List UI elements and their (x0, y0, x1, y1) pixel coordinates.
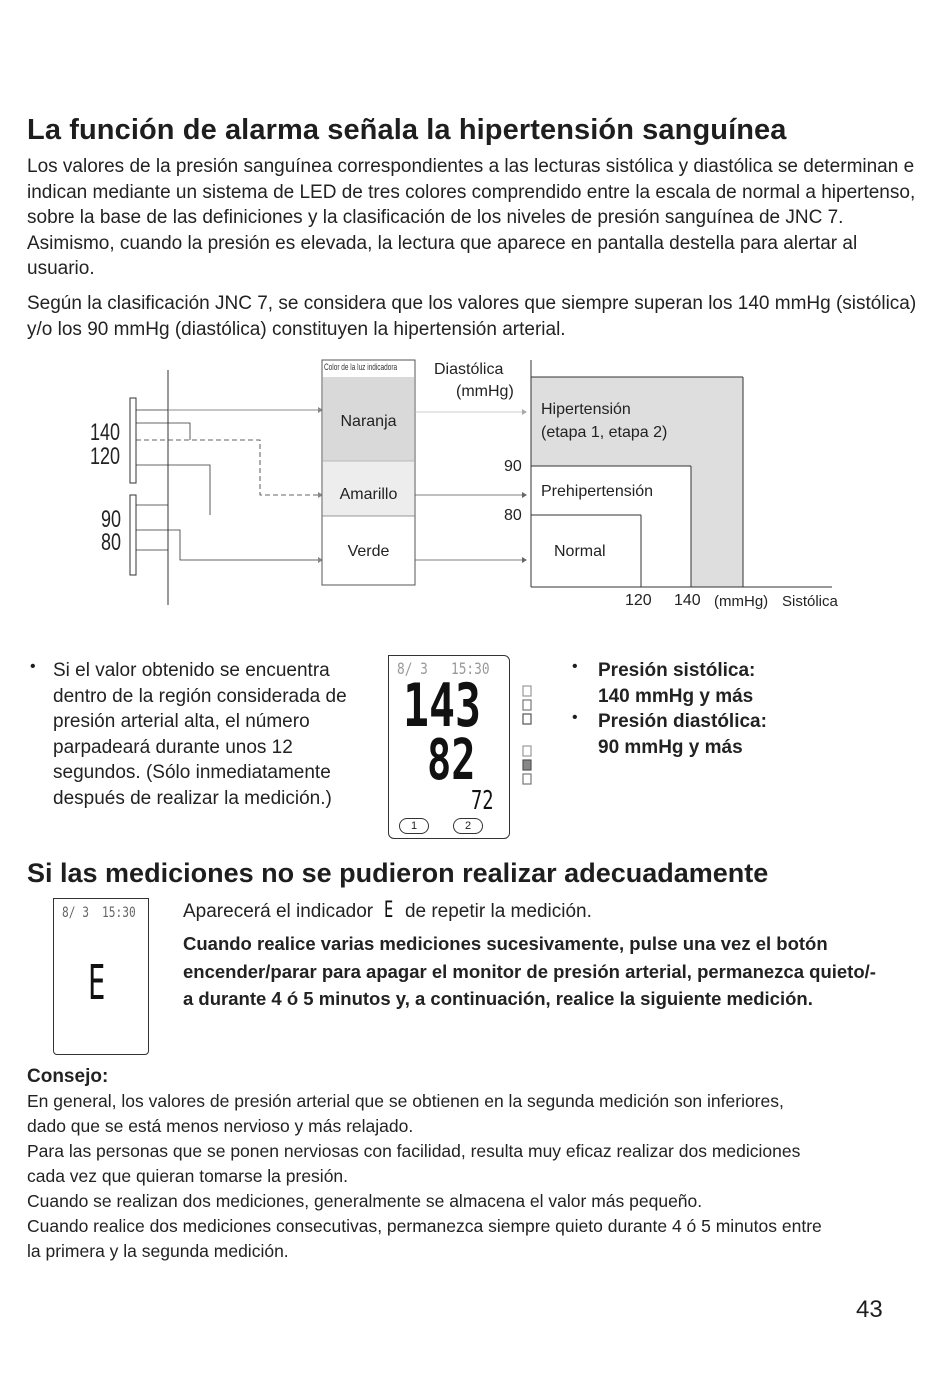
scale-80: 80 (101, 529, 122, 556)
led-indicator-icon (513, 680, 543, 790)
page-number: 43 (856, 1296, 883, 1323)
lcd-systolic: 143 (403, 671, 482, 741)
bullet-dot: • (30, 658, 36, 675)
y-tick-80: 80 (504, 507, 522, 524)
zone-normal: Normal (554, 543, 606, 560)
led-orange: Naranja (340, 413, 397, 430)
error-indicator-before: Aparecerá el indicador (183, 901, 374, 922)
error-indicator-after: de repetir la medición. (404, 901, 592, 922)
scale-90: 90 (101, 506, 122, 533)
tip-line-3: Cuando se realizan dos mediciones, generalmente se almacena el valor más pequeño. (27, 1191, 703, 1211)
led-header: Color de la luz indicadora (324, 362, 398, 372)
criteria-diastolic-label: Presión diastólica: (598, 711, 767, 732)
scale-120: 120 (90, 443, 121, 470)
error-indicator-line (183, 898, 883, 925)
led-yellow: Amarillo (339, 486, 398, 503)
criteria-item-systolic: • Presión sistólica: 140 mmHg y más (572, 658, 872, 709)
lcd-display-error (53, 898, 149, 1055)
tip-line-2: Para las personas que se ponen nerviosas con facilidad, resulta muy eficaz realizar dos mediciones cada vez que quieran tomarse la presión. (27, 1141, 801, 1186)
section-title-errors: Si las mediciones no se pudieron realizar adecuadamente (27, 858, 769, 888)
x-axis-label: Sistólica (782, 593, 838, 610)
criteria-diastolic-value: 90 mmHg y más (598, 736, 743, 758)
error-indicator-symbol: E (384, 898, 394, 923)
criteria-item-diastolic: • Presión diastólica: 90 mmHg y más (572, 709, 872, 760)
tip-line-1: En general, los valores de presión arterial que se obtienen en la segunda medición son inferiores, dado que se está menos nervioso y más relajado. (27, 1091, 784, 1136)
tip-heading: Consejo: (27, 1066, 109, 1087)
lcd-user-2: 2 (453, 818, 483, 834)
lcd-error-time: 15:30 (102, 905, 136, 921)
scale-140: 140 (90, 419, 121, 446)
lcd-user-1: 1 (399, 818, 429, 834)
y-tick-90: 90 (504, 458, 522, 475)
lcd-pulse: 72 (471, 786, 494, 816)
lcd-diastolic: 82 (427, 728, 476, 793)
jnc7-diagram (60, 355, 860, 620)
zone-prehypertension: Prehipertensión (541, 483, 654, 500)
jnc7-paragraph: Según la clasificación JNC 7, se considera que los valores que siempre superan los 140 mmHg (sistólica) y/o los 90 mmHg (diastólica) constituyen la hipertensión arterial. (27, 293, 917, 340)
y-axis-label: Diastólica (434, 361, 504, 378)
lcd-error-symbol: E (88, 955, 106, 1011)
led-green: Verde (347, 543, 390, 560)
tip-line-4: Cuando realice dos mediciones consecutivas, permanezca siempre quieto durante 4 ó 5 minutos entre la primera y la segunda medición. (27, 1216, 822, 1261)
x-tick-140: 140 (674, 592, 701, 609)
section-title-alarm: La función de alarma señala la hipertensión sanguínea (27, 114, 787, 146)
criteria-systolic-value: 140 mmHg y más (598, 685, 754, 707)
hypertension-criteria (572, 658, 872, 760)
lcd-date: 8/ 3 (397, 659, 428, 678)
lcd-error-date: 8/ 3 (62, 905, 89, 921)
lcd-display-high (388, 655, 510, 839)
intro-paragraph: Los valores de la presión sanguínea correspondientes a las lecturas sistólica y diastólica se determinan e indican mediante un sistema de LED de tres colores comprendido entre la escala de normal a hipertenso, sobre la base de las definiciones y la clasificación de los niveles de presión sanguínea de JNC 7. Asimismo, cuando la presión es elevada, la lectura que aparece en pantalla destella para alertar al usuario. (27, 156, 916, 279)
zone-hypertension: Hipertensión (541, 401, 631, 418)
tip-body (27, 1089, 827, 1264)
x-unit: (mmHg) (714, 593, 769, 610)
x-tick-120: 120 (625, 592, 652, 609)
zone-hypertension-stages: (etapa 1, etapa 2) (541, 424, 668, 441)
lcd-time: 15:30 (451, 659, 490, 678)
error-instructions: Cuando realice varias mediciones sucesivamente, pulse una vez el botón encender/parar para apagar el monitor de presión arterial, permanezca quieto/-a durante 4 ó 5 minutos y, a continuación, realice la siguiente medición. (183, 933, 876, 1009)
criteria-systolic-label: Presión sistólica: (598, 660, 756, 681)
y-axis-unit: (mmHg) (456, 383, 514, 400)
alarm-bullet-text: Si el valor obtenido se encuentra dentro de la región considerada de presión arterial alta, el número parpadeará durante unos 12 segundos. (Sólo inmediatamente después de realizar la medición.) (53, 660, 347, 809)
